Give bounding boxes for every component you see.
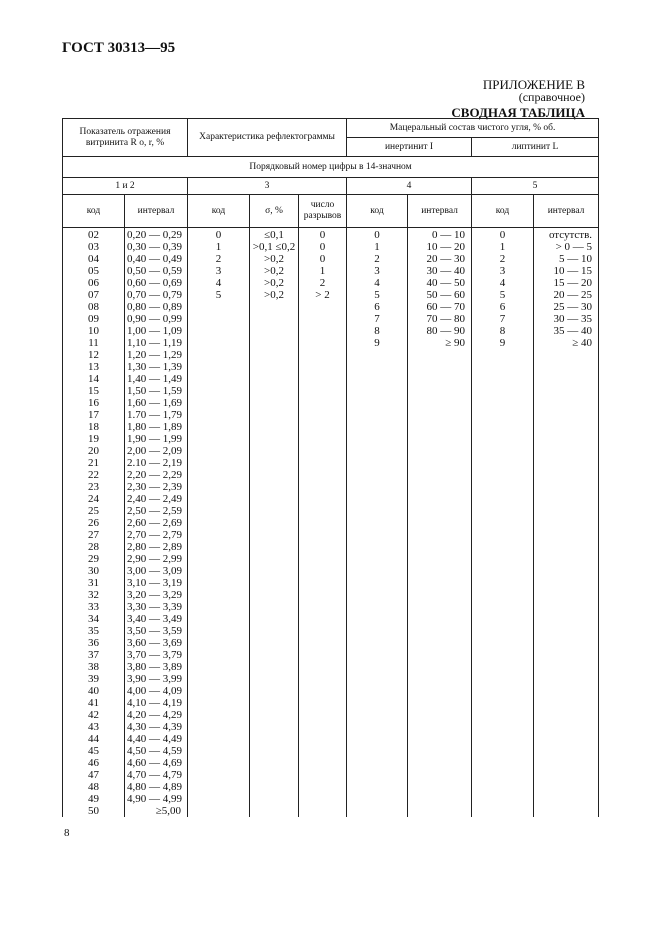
table-cell: 06 bbox=[88, 277, 99, 289]
table-cell: 2.10 — 2,19 bbox=[127, 457, 182, 469]
table-cell: 34 bbox=[88, 613, 99, 625]
table-cell: >0,2 bbox=[264, 289, 284, 301]
table-cell: 05 bbox=[88, 265, 99, 277]
table-cell: 37 bbox=[88, 649, 99, 661]
table-cell: > 2 bbox=[315, 289, 330, 301]
group-1-2: 1 и 2 bbox=[63, 178, 188, 195]
table-cell: 49 bbox=[88, 793, 99, 805]
table-cell: 4 bbox=[499, 277, 506, 289]
table-cell: 07 bbox=[88, 289, 99, 301]
table-cell: 3 bbox=[374, 265, 380, 277]
table-cell: 0,30 — 0,39 bbox=[127, 241, 182, 253]
table-cell: ≥ 90 bbox=[445, 337, 466, 349]
table-cell: 4,90 — 4,99 bbox=[127, 793, 182, 805]
table-cell: 50 — 60 bbox=[426, 289, 466, 301]
table-cell: 47 bbox=[88, 769, 99, 781]
table-cell: 0,50 — 0,59 bbox=[127, 265, 182, 277]
header-reflectance: Показатель отражения витринита R o, r, % bbox=[63, 119, 188, 157]
summary-table bbox=[62, 118, 599, 817]
table-cell: 50 bbox=[88, 805, 99, 817]
table-cell: 3,60 — 3,69 bbox=[127, 637, 182, 649]
table-cell: 36 bbox=[88, 637, 99, 649]
table-cell: 2,00 — 2,09 bbox=[127, 445, 182, 457]
table-cell: 20 bbox=[88, 445, 99, 457]
table-cell: 1,10 — 1,19 bbox=[127, 337, 182, 349]
table-cell: 35 bbox=[88, 625, 99, 637]
table-cell: 4,30 — 4,39 bbox=[127, 721, 182, 733]
appendix-heading bbox=[451, 78, 585, 119]
table-cell: 3,00 — 3,09 bbox=[127, 565, 182, 577]
table-cell: 1.70 — 1,79 bbox=[127, 409, 182, 421]
table-cell: 3,50 — 3,59 bbox=[127, 625, 182, 637]
table-cell: ≥ 40 bbox=[572, 337, 593, 349]
table-cell: 0 — 10 bbox=[432, 229, 466, 241]
subheader-interval: интервал bbox=[125, 195, 188, 228]
table-cell: > 0 — 5 bbox=[555, 241, 593, 253]
table-cell: 0 bbox=[319, 229, 326, 241]
table-cell: 4,60 — 4,69 bbox=[127, 757, 182, 769]
table-cell: 0,20 — 0,29 bbox=[127, 229, 182, 241]
table-cell: 20 — 25 bbox=[553, 289, 593, 301]
table-cell: 21 bbox=[88, 457, 99, 469]
table-cell: 13 bbox=[88, 361, 99, 373]
table-cell: 4,10 — 4,19 bbox=[127, 697, 182, 709]
table-cell: 1,50 — 1,59 bbox=[127, 385, 182, 397]
table-cell: 40 bbox=[88, 685, 99, 697]
table-cell: 4,20 — 4,29 bbox=[127, 709, 182, 721]
table-cell: 09 bbox=[88, 313, 99, 325]
table-cell: 70 — 80 bbox=[426, 313, 466, 325]
page-number: 8 bbox=[64, 827, 70, 839]
group-3: 3 bbox=[188, 178, 347, 195]
table-cell: 1,80 — 1,89 bbox=[127, 421, 182, 433]
table-cell: 19 bbox=[88, 433, 99, 445]
table-cell: 46 bbox=[88, 757, 99, 769]
table-cell: 0,80 — 0,89 bbox=[127, 301, 182, 313]
table-cell: 1,30 — 1,39 bbox=[127, 361, 182, 373]
table-cell: 28 bbox=[88, 541, 99, 553]
table-cell: 33 bbox=[88, 601, 99, 613]
table-cell: 30 — 35 bbox=[553, 313, 593, 325]
table-cell: 3,10 — 3,19 bbox=[127, 577, 182, 589]
subheader-sigma: σ, % bbox=[250, 195, 299, 228]
table-cell: 29 bbox=[88, 553, 99, 565]
table-cell: 0 bbox=[499, 229, 506, 241]
table-cell: 0,40 — 0,49 bbox=[127, 253, 182, 265]
table-cell: 02 bbox=[88, 229, 99, 241]
table-cell: 4,80 — 4,89 bbox=[127, 781, 182, 793]
table-cell: 0,90 — 0,99 bbox=[127, 313, 182, 325]
table-cell: ≥5,00 bbox=[155, 805, 181, 817]
table-cell: 4,00 — 4,09 bbox=[127, 685, 182, 697]
table-cell: 15 — 20 bbox=[553, 277, 593, 289]
column-sigma bbox=[250, 228, 299, 818]
table-cell: 26 bbox=[88, 517, 99, 529]
column-liptinite-intervals bbox=[534, 228, 599, 818]
table-cell: 44 bbox=[88, 733, 99, 745]
table-cell: 3 bbox=[215, 265, 222, 277]
table-cell: 42 bbox=[88, 709, 99, 721]
table-cell: 4,40 — 4,49 bbox=[127, 733, 182, 745]
table-cell: 20 — 30 bbox=[426, 253, 466, 265]
table-cell: 1 bbox=[374, 241, 380, 253]
table-cell: 10 — 15 bbox=[553, 265, 593, 277]
table-cell: 27 bbox=[88, 529, 99, 541]
table-cell: отсутств. bbox=[548, 229, 593, 241]
table-cell: 3,90 — 3,99 bbox=[127, 673, 182, 685]
table-cell: 1 bbox=[319, 265, 326, 277]
subheader-code: код bbox=[63, 195, 125, 228]
table-cell: 40 — 50 bbox=[426, 277, 466, 289]
table-cell: 0 bbox=[215, 229, 222, 241]
table-cell: 25 bbox=[88, 505, 99, 517]
table-cell: 18 bbox=[88, 421, 99, 433]
table-cell: 2,70 — 2,79 bbox=[127, 529, 182, 541]
group-4: 4 bbox=[347, 178, 472, 195]
table-cell: 8 bbox=[374, 325, 380, 337]
table-cell: 2 bbox=[215, 253, 222, 265]
table-cell: 31 bbox=[88, 577, 99, 589]
table-cell: 1,60 — 1,69 bbox=[127, 397, 182, 409]
table-cell: 6 bbox=[499, 301, 506, 313]
table-cell: 38 bbox=[88, 661, 99, 673]
table-cell: 5 — 10 bbox=[559, 253, 593, 265]
table-cell: 4,70 — 4,79 bbox=[127, 769, 182, 781]
table-cell: 7 bbox=[374, 313, 380, 325]
table-cell: 24 bbox=[88, 493, 99, 505]
appendix-title: ПРИЛОЖЕНИЕ В bbox=[482, 77, 585, 92]
table-cell: 0 bbox=[319, 253, 326, 265]
table-cell: 10 bbox=[88, 325, 99, 337]
header-digit-row: Порядковый номер цифры в 14-значном bbox=[63, 157, 599, 178]
header-reflectogram: Характеристика рефлектограммы bbox=[188, 119, 347, 157]
table-cell: 4 bbox=[215, 277, 222, 289]
table-cell: 14 bbox=[88, 373, 99, 385]
column-reflectance-intervals bbox=[125, 228, 188, 818]
subheader-interval: интервал bbox=[534, 195, 599, 228]
header-maceral: Мацеральный состав чистого угля, % об. bbox=[347, 119, 599, 138]
table-cell: 2 bbox=[319, 277, 326, 289]
table-cell: 41 bbox=[88, 697, 99, 709]
table-cell: 3,40 — 3,49 bbox=[127, 613, 182, 625]
table-cell: 5 bbox=[374, 289, 380, 301]
header-inertinite: инертинит I bbox=[347, 138, 472, 157]
table-cell: 4,50 — 4,59 bbox=[127, 745, 182, 757]
table-cell: 5 bbox=[215, 289, 222, 301]
subheader-code: код bbox=[472, 195, 534, 228]
table-cell: 1 bbox=[215, 241, 222, 253]
table-cell: 1 bbox=[499, 241, 506, 253]
table-cell: ≤0,1 bbox=[264, 229, 284, 241]
table-cell: 2,20 — 2,29 bbox=[127, 469, 182, 481]
column-inertinite-codes bbox=[347, 228, 408, 818]
table-cell: 7 bbox=[499, 313, 506, 325]
table-cell: 3,70 — 3,79 bbox=[127, 649, 182, 661]
table-cell: 0,60 — 0,69 bbox=[127, 277, 182, 289]
table-cell: 25 — 30 bbox=[553, 301, 593, 313]
table-cell: 9 bbox=[499, 337, 506, 349]
table-cell: 3 bbox=[499, 265, 506, 277]
table-cell: 3,80 — 3,89 bbox=[127, 661, 182, 673]
table-cell: 22 bbox=[88, 469, 99, 481]
table-cell: 2,90 — 2,99 bbox=[127, 553, 182, 565]
table-cell: 12 bbox=[88, 349, 99, 361]
table-cell: 4 bbox=[374, 277, 380, 289]
column-liptinite-codes bbox=[472, 228, 534, 818]
table-cell: 0 bbox=[374, 229, 380, 241]
table-cell: 30 — 40 bbox=[426, 265, 466, 277]
table-name: СВОДНАЯ ТАБЛИЦА bbox=[451, 105, 585, 120]
table-cell: 2,30 — 2,39 bbox=[127, 481, 182, 493]
document-code: ГОСТ 30313—95 bbox=[62, 40, 176, 56]
column-reflectance-codes bbox=[63, 228, 125, 818]
table-cell: 35 — 40 bbox=[553, 325, 593, 337]
table-cell: 6 bbox=[374, 301, 380, 313]
table-cell: 5 bbox=[499, 289, 506, 301]
column-inertinite-intervals bbox=[408, 228, 472, 818]
table-cell: 1,90 — 1,99 bbox=[127, 433, 182, 445]
table-cell: 2,50 — 2,59 bbox=[127, 505, 182, 517]
subheader-code: код bbox=[188, 195, 250, 228]
table-cell: 1,40 — 1,49 bbox=[127, 373, 182, 385]
table-cell: 2 bbox=[499, 253, 506, 265]
table-cell: >0,2 bbox=[264, 277, 284, 289]
table-cell: >0,2 bbox=[264, 253, 284, 265]
table-cell: 08 bbox=[88, 301, 99, 313]
table-cell: 2,80 — 2,89 bbox=[127, 541, 182, 553]
table-cell: 0,70 — 0,79 bbox=[127, 289, 182, 301]
table-cell: 39 bbox=[88, 673, 99, 685]
table-cell: 3,30 — 3,39 bbox=[127, 601, 182, 613]
table-cell: 80 — 90 bbox=[426, 325, 466, 337]
subheader-breaks: число разрывов bbox=[299, 195, 347, 228]
table-cell: 9 bbox=[374, 337, 380, 349]
table-cell: 2,60 — 2,69 bbox=[127, 517, 182, 529]
column-reflectogram-codes bbox=[188, 228, 250, 818]
table-cell: 3,20 — 3,29 bbox=[127, 589, 182, 601]
subheader-interval: интервал bbox=[408, 195, 472, 228]
table-cell: 32 bbox=[88, 589, 99, 601]
table-cell: 03 bbox=[88, 241, 99, 253]
group-5: 5 bbox=[472, 178, 599, 195]
table-cell: 16 bbox=[88, 397, 99, 409]
table-cell: 0 bbox=[319, 241, 326, 253]
table-cell: 11 bbox=[88, 337, 99, 349]
table-cell: 2 bbox=[374, 253, 380, 265]
subheader-code: код bbox=[347, 195, 408, 228]
table-cell: 2,40 — 2,49 bbox=[127, 493, 182, 505]
table-cell: 23 bbox=[88, 481, 99, 493]
table-cell: 17 bbox=[88, 409, 99, 421]
table-cell: 15 bbox=[88, 385, 99, 397]
table-cell: 60 — 70 bbox=[426, 301, 466, 313]
table-cell: >0,2 bbox=[264, 265, 284, 277]
column-breaks bbox=[299, 228, 347, 818]
table-cell: 30 bbox=[88, 565, 99, 577]
header-liptinite: липтинит L bbox=[472, 138, 599, 157]
table-cell: 04 bbox=[88, 253, 99, 265]
table-cell: 48 bbox=[88, 781, 99, 793]
table-cell: >0,1 ≤0,2 bbox=[252, 241, 296, 253]
table-cell: 8 bbox=[499, 325, 506, 337]
table-cell: 43 bbox=[88, 721, 99, 733]
table-cell: 1,20 — 1,29 bbox=[127, 349, 182, 361]
table-cell: 10 — 20 bbox=[426, 241, 466, 253]
table-cell: 45 bbox=[88, 745, 99, 757]
table-cell: 1,00 — 1,09 bbox=[127, 325, 182, 337]
appendix-type: (справочное) bbox=[518, 90, 585, 104]
